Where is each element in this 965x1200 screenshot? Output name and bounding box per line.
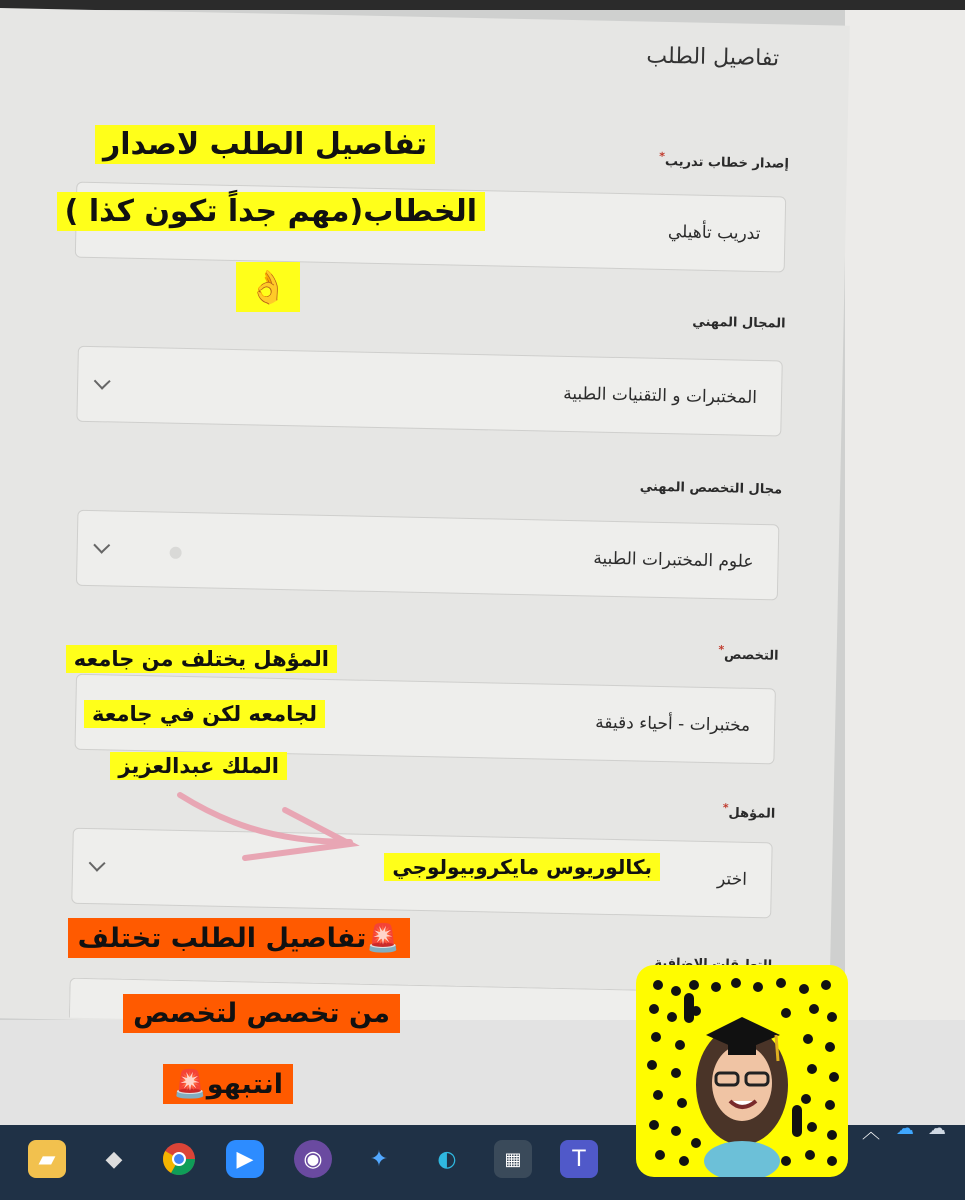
annotation-mid-line1: المؤهل يختلف من جامعه xyxy=(66,645,337,673)
roblox-icon[interactable]: ◆ xyxy=(105,1146,123,1172)
annotation-qualification-note: بكالوريوس مايكروبيولوجي xyxy=(384,853,660,881)
qualification-value: اختر xyxy=(716,869,748,890)
professional-field-select[interactable] xyxy=(76,346,782,437)
calculator-icon[interactable]: ▦ xyxy=(494,1140,532,1178)
chevron-up-icon[interactable]: ︿ xyxy=(862,1122,880,1143)
annotation-ok-emoji: 👌 xyxy=(236,262,300,312)
required-mark: * xyxy=(722,801,729,815)
side-panel xyxy=(845,10,965,1020)
professional-field-label: المجال المهني xyxy=(692,314,786,332)
annotation-top-line1: تفاصيل الطلب لاصدار xyxy=(95,125,435,164)
cursor-dot xyxy=(170,547,182,559)
annotation-bottom-line1: 🚨تفاصيل الطلب تختلف xyxy=(68,918,410,958)
specialization-field-value: علوم المختبرات الطبية xyxy=(593,548,754,572)
letter-issue-value: تدريب تأهيلي xyxy=(667,222,761,244)
letter-issue-label: إصدار خطاب تدريب* xyxy=(659,149,790,172)
pink-arrow-icon xyxy=(150,780,370,870)
teams-icon[interactable]: T xyxy=(560,1140,598,1178)
chevron-down-icon xyxy=(94,373,111,390)
specialization-value: مختبرات - أحياء دقيقة xyxy=(595,712,751,736)
screen-bezel xyxy=(0,0,965,10)
annotation-top-line2: الخطاب(مهم جداً تكون كذا ) xyxy=(57,192,485,231)
section-title: تفاصيل الطلب xyxy=(646,43,780,72)
specialization-field-label: مجال التخصص المهني xyxy=(639,479,783,498)
chevron-down-icon xyxy=(89,855,106,872)
media-icon[interactable]: ◉ xyxy=(294,1140,332,1178)
required-mark: * xyxy=(659,149,666,163)
specialization-label: التخصص* xyxy=(718,643,779,664)
chevron-down-icon xyxy=(93,537,110,554)
professional-field-value: المختبرات و التقنيات الطبية xyxy=(563,383,758,408)
onedrive-icon[interactable]: ☁ xyxy=(896,1118,914,1139)
annotation-mid-line2: لجامعه لكن في جامعة xyxy=(84,700,325,728)
edge-icon[interactable]: ◐ xyxy=(437,1146,457,1172)
qualification-label: المؤهل* xyxy=(722,801,776,822)
annotation-bottom-line2: من تخصص لتخصص xyxy=(123,994,400,1033)
snapcode-sticker xyxy=(636,965,848,1177)
chrome-icon[interactable] xyxy=(160,1140,198,1178)
specialization-field-select[interactable] xyxy=(76,510,779,601)
snapcode-dots xyxy=(636,965,848,1177)
cloud-icon[interactable]: ☁ xyxy=(928,1118,946,1139)
required-mark: * xyxy=(718,643,725,657)
copilot-icon[interactable]: ✦ xyxy=(369,1146,389,1172)
zoom-icon[interactable]: ▶ xyxy=(226,1140,264,1178)
annotation-bottom-line3: انتبهو🚨 xyxy=(163,1064,293,1104)
folder-icon[interactable]: ▰ xyxy=(28,1140,66,1178)
annotation-mid-line3: الملك عبدالعزيز xyxy=(110,752,287,780)
